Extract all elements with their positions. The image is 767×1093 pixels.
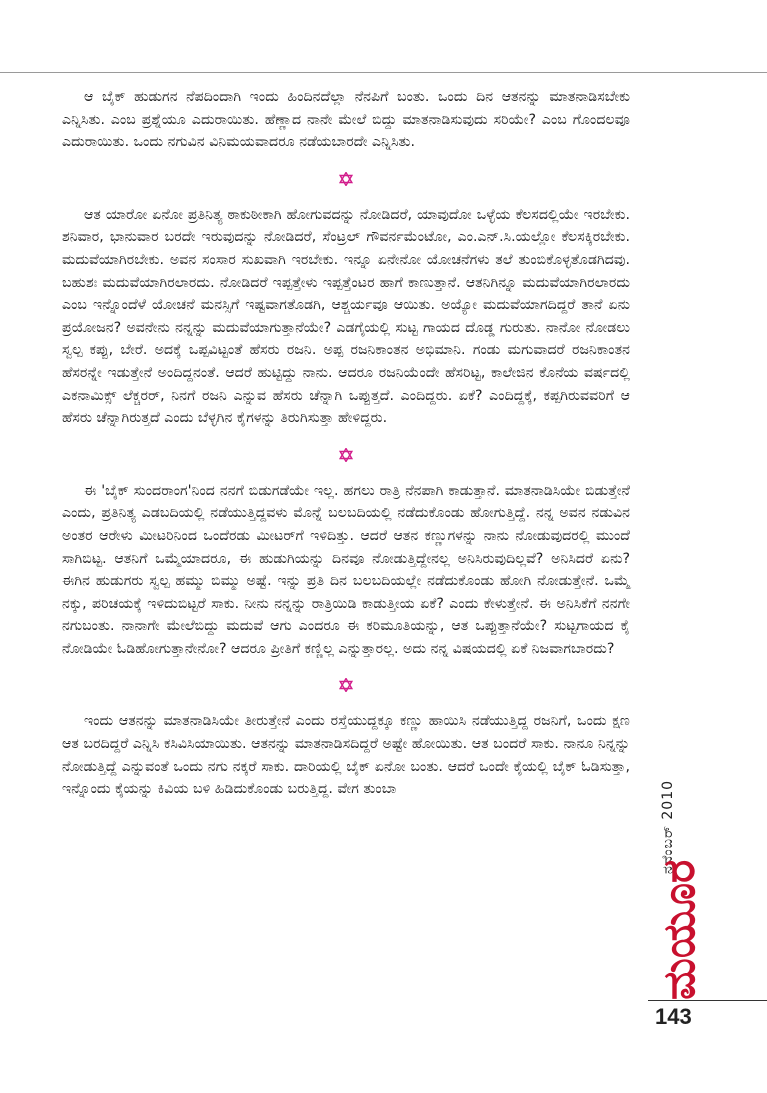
footer-rule <box>648 1000 767 1001</box>
section-separator <box>62 430 630 480</box>
paragraph-3: ಈ 'ಬೈಕ್ ಸುಂದರಾಂಗ'ನಿಂದ ನನಗೆ ಬಿಡುಗಡೆಯೇ ಇಲ್ಲ. ಹಗಲು ರಾತ್ರಿ ನೆನಪಾಗಿ ಕಾಡುತ್ತಾನೆ. ಮಾತನಾಡಿಸಿಯೇ ಬಿಡುತ್ತೇನೆ ಎಂದು, ಪ್ರತಿನಿತ್ಯ ಎಡಬದಿಯಲ್ಲಿ ನಡೆಯುತ್ತಿದ್ದವಳು ಮೊನ್ನೆ ಬಲಬದಿಯಲ್ಲಿ ನಡೆದುಕೊಂಡು ಹೋಗುತ್ತಿದ್ದೆ. ನನ್ನ ಅವನ ನಡುವಿನ ಅಂತರ ಆರೇಳು ಮೀಟರಿನಿಂದ ಒಂದೆರಡು ಮೀಟರ್‌ಗೆ ಇಳಿದಿತ್ತು. ಆದರೆ ಆತನ ಕಣ್ಣುಗಳನ್ನು ನಾನು ನೋಡುವುದರಲ್ಲಿ ಮುಂದೆ ಸಾಗಿಬಿಟ್ಟ. ಆತನಿಗೆ ಒಮ್ಮೆಯಾದರೂ, ಈ ಹುಡುಗಿಯನ್ನು ದಿನವೂ ನೋಡುತ್ತಿದ್ದೇನಲ್ಲ ಅನಿಸಿರುವುದಿಲ್ಲವೆ? ಅನಿಸಿದರೆ ಏನು? ಈಗಿನ ಹುಡುಗರು ಸ್ವಲ್ಪ ಹಮ್ಮು ಬಿಮ್ಮು ಅಷ್ಟೆ. ಇನ್ನು ಪ್ರತಿ ದಿನ ಬಲಬದಿಯಲ್ಲೇ ನಡೆದುಕೊಂಡು ಹೋಗಿ ನೋಡುತ್ತೇನೆ. ಒಮ್ಮೆ ನಕ್ಕು, ಪರಿಚಯಕ್ಕೆ ಇಳಿದುಬಿಟ್ಟರೆ ಸಾಕು. ನೀನು ನನ್ನನ್ನು ರಾತ್ರಿಯಿಡಿ ಕಾಡುತ್ತೀಯ ಏಕೆ? ಎಂದು ಕೇಳುತ್ತೇನೆ. ಈ ಅನಿಸಿಕೆಗೆ ನನಗೇ ನಗುಬಂತು. ನಾನಾಗೇ ಮೇಲೆಬಿದ್ದು ಮದುವೆ ಆಗು ಎಂದರೂ ಈ ಕರಿಮೂತಿಯನ್ನು, ಆತ ಒಪ್ಪುತ್ತಾನೆಯೇ? ಸುಟ್ಟಗಾಯದ ಕೈ ನೋಡಿಯೇ ಓಡಿಹೋಗುತ್ತಾನೇನೋ? ಆದರೂ ಪ್ರೀತಿಗೆ ಕಣ್ಣಿಲ್ಲ ಎನ್ನುತ್ತಾರಲ್ಲ. ಅದು ನನ್ನ ವಿಷಯದಲ್ಲಿ ಏಕೆ ನಿಜವಾಗಬಾರದು? <box>62 482 630 657</box>
paragraph-1: ಆ ಬೈಕ್ ಹುಡುಗನ ನೆಪದಿಂದಾಗಿ ಇಂದು ಹಿಂದಿನದೆಲ್ಲಾ ನೆನಪಿಗೆ ಬಂತು. ಒಂದು ದಿನ ಆತನನ್ನು ಮಾತನಾಡಿಸಬೇಕು ಎನ್ನಿಸಿತು. ಎಂಬ ಪ್ರಶ್ನೆಯೂ ಎದುರಾಯಿತು. ಹೆಣ್ಣಾದ ನಾನೇ ಮೇಲೆ ಬಿದ್ದು ಮಾತನಾಡಿಸುವುದು ಸರಿಯೇ? ಎಂಬ ಗೊಂದಲವೂ ಎದುರಾಯಿತು. ಒಂದು ನಗುವಿನ ವಿನಿಮಯವಾದರೂ ನಡೆಯಬಾರದೇ ಎನ್ನಿಸಿತು. <box>62 89 630 151</box>
section-separator <box>62 660 630 710</box>
page-number: 143 <box>655 1004 692 1029</box>
paragraph-2: ಆತ ಯಾರೋ ಏನೋ ಪ್ರತಿನಿತ್ಯ ಠಾಕುಠೀಕಾಗಿ ಹೋಗುವದನ್ನು ನೋಡಿದರೆ, ಯಾವುದೋ ಒಳ್ಳೆಯ ಕೆಲಸದಲ್ಲಿಯೇ ಇರಬೇಕು. ಶನಿವಾರ, ಭಾನುವಾರ ಬರದೇ ಇರುವುದನ್ನು ನೋಡಿದರೆ, ಸೆಂಟ್ರಲ್ ಗೌವರ್ನಮೆಂಟೋ, ಎಂ.ಎನ್.ಸಿ.ಯಲ್ಲೋ ಕೆಲಸಕ್ಕಿರಬೇಕು. ಮದುವೆಯಾಗಿರಬೇಕು. ಅವನ ಸಂಸಾರ ಸುಖವಾಗಿ ಇರಬೇಕು. ಇನ್ನೂ ಏನೇನೋ ಯೋಚನೆಗಳು ತಲೆ ತುಂಬಿಕೊಳ್ಳತೊಡಗಿದವು. ಬಹುಶಃ ಮದುವೆಯಾಗಿರಲಾರದು. ನೋಡಿದರೆ ಇಪ್ಪತ್ತೇಳು ಇಪ್ಪತ್ತೆಂಟರ ಹಾಗೆ ಕಾಣುತ್ತಾನೆ. ಆತನಿಗಿನ್ನೂ ಮದುವೆಯಾಗಿರಲಾರದು ಎಂಬ ಇನ್ನೊಂದೆಳೆ ಯೋಚನೆ ಮನಸ್ಸಿಗೆ ಇಷ್ಟವಾಗತೊಡಗಿ, ಆಶ್ಚರ್ಯವೂ ಆಯಿತು. ಅಯ್ಯೋ ಮದುವೆಯಾಗದಿದ್ದರೆ ತಾನೆ ಏನು ಪ್ರಯೋಜನ? ಅವನೇನು ನನ್ನನ್ನು ಮದುವೆಯಾಗುತ್ತಾನೆಯೇ? ಎಡಗೈಯಲ್ಲಿ ಸುಟ್ಟ ಗಾಯದ ದೊಡ್ಡ ಗುರುತು. ನಾನೋ ನೋಡಲು ಸ್ವಲ್ಪ ಕಪ್ಪು, ಬೇರೆ. ಅದಕ್ಕೆ ಒಪ್ಪವಿಟ್ಟಂತೆ ಹೆಸರು ರಜನಿ. ಅಪ್ಪ ರಜನಿಕಾಂತನ ಅಭಿಮಾನಿ. ಗಂಡು ಮಗುವಾದರೆ ರಜನಿಕಾಂತನ ಹೆಸರನ್ನೇ ಇಡುತ್ತೇನೆ ಅಂದಿದ್ದನಂತೆ. ಆದರೆ ಹುಟ್ಟಿದ್ದು ನಾನು. ಆದರೂ ರಜನಿಯೆಂದೇ ಹೆಸರಿಟ್ಟ, ಕಾಲೇಜಿನ ಕೊನೆಯ ವರ್ಷದಲ್ಲಿ ಎಕನಾಮಿಕ್ಸ್ ಲೆಕ್ಚರರ್, ನಿನಗೆ ರಜನಿ ಎನ್ನುವ ಹೆಸರು ಚೆನ್ನಾಗಿ ಒಪ್ಪುತ್ತದೆ. ಎಂದಿದ್ದರು. ಏಕೆ? ಎಂದಿದ್ದಕ್ಕೆ, ಕಪ್ಪಗಿರುವವರಿಗೆ ಆ ಹೆಸರು ಚೆನ್ನಾಗಿರುತ್ತದೆ ಎಂದು ಬೆಳ್ಳಗಿನ ಕೈಗಳನ್ನು ತಿರುಗಿಸುತ್ತಾ ಹೇಳಿದ್ದರು. <box>62 206 630 427</box>
section-separator <box>62 154 630 204</box>
star-of-david-icon <box>339 678 353 692</box>
star-of-david-icon <box>339 448 353 462</box>
article-body <box>62 86 630 801</box>
paragraph-4: ಇಂದು ಆತನನ್ನು ಮಾತನಾಡಿಸಿಯೇ ತೀರುತ್ತೇನೆ ಎಂದು ರಸ್ತೆಯುದ್ದಕ್ಕೂ ಕಣ್ಣು ಹಾಯಿಸಿ ನಡೆಯುತ್ತಿದ್ದ ರಜನಿಗೆ, ಒಂದು ಕ್ಷಣ ಆತ ಬರದಿದ್ದರೆ ಎನ್ನಿಸಿ ಕಸಿವಿಸಿಯಾಯಿತು. ಆತನನ್ನು ಮಾತನಾಡಿಸದಿದ್ದರೆ ಅಷ್ಟೇ ಹೋಯಿತು. ಆತ ಬಂದರೆ ಸಾಕು. ನಾನೂ ನಿನ್ನನ್ನು ನೋಡುತ್ತಿದ್ದೆ ಎನ್ನುವಂತೆ ಒಂದು ನಗು ನಕ್ಕರೆ ಸಾಕು. ದಾರಿಯಲ್ಲಿ ಬೈಕ್ ಏನೋ ಬಂತು. ಆದರೆ ಒಂದೇ ಕೈಯಲ್ಲಿ ಬೈಕ್ ಓಡಿಸುತ್ತಾ, ಇನ್ನೊಂದು ಕೈಯನ್ನು ಕಿವಿಯ ಬಳಿ ಹಿಡಿದುಕೊಂಡು ಬರುತ್ತಿದ್ದ. ವೇಗ ತುಂಬಾ <box>62 713 630 798</box>
magazine-masthead: ಮಯೂರ <box>654 859 705 1000</box>
star-of-david-icon <box>339 172 353 186</box>
issue-date: ನವೆಂಬರ್ 2010 <box>660 780 676 875</box>
header-rule <box>0 72 767 73</box>
